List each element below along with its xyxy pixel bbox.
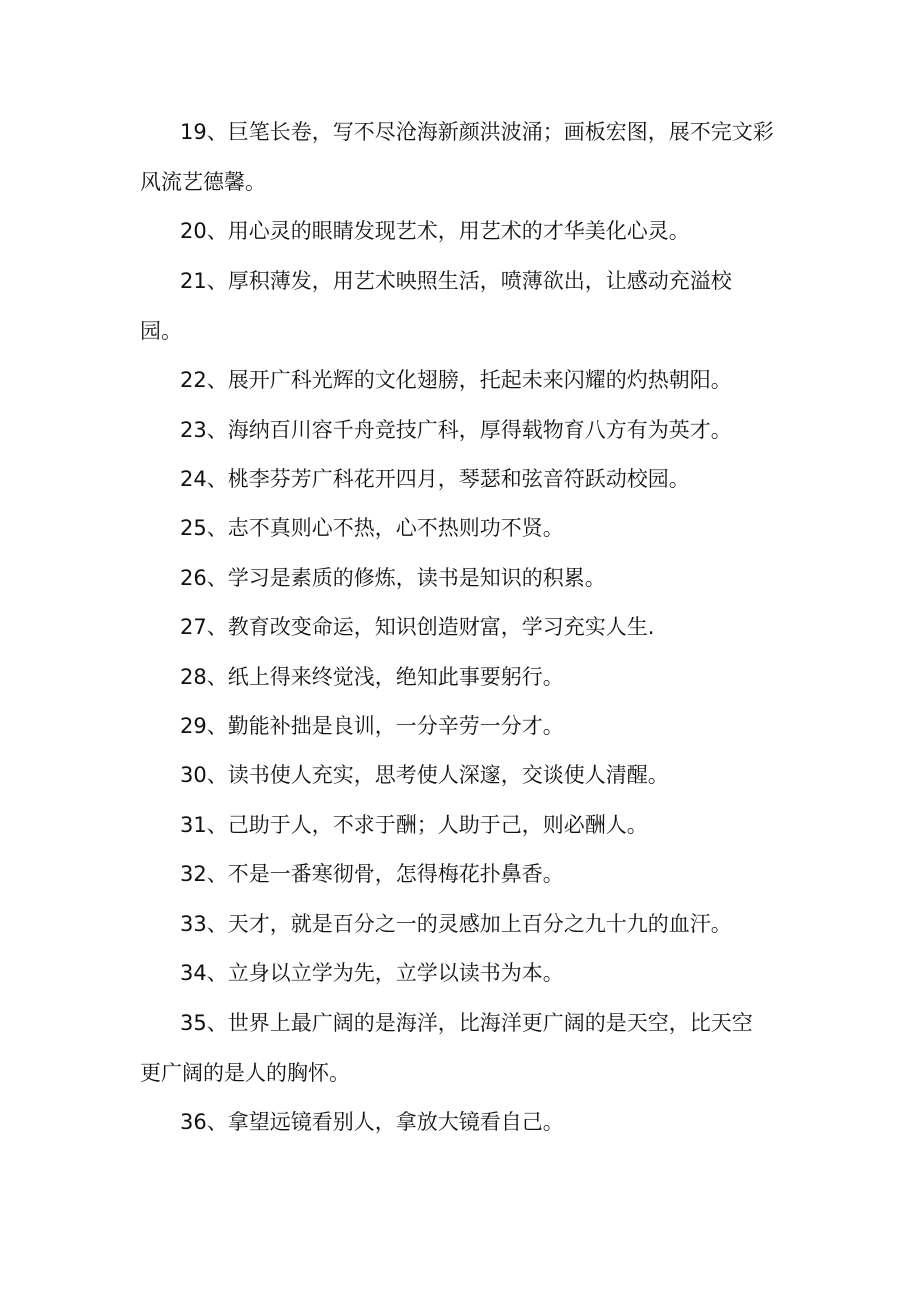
list-item xyxy=(140,948,780,998)
list-item xyxy=(140,849,780,899)
list-item xyxy=(140,1097,780,1147)
item-line: 19、巨笔长卷，写不尽沧海新颜洪波涌；画板宏图，展不完文彩 xyxy=(180,120,774,144)
item-line: 风流艺德馨。 xyxy=(140,170,266,194)
list-item xyxy=(140,256,780,356)
item-line: 27、教育改变命运，知识创造财富，学习充实人生. xyxy=(180,615,655,639)
list-item xyxy=(140,800,780,850)
item-line: 23、海纳百川容千舟竞技广科，厚得载物育八方有为英才。 xyxy=(180,418,732,442)
item-line: 26、学习是素质的修炼，读书是知识的积累。 xyxy=(180,566,606,590)
item-line: 20、用心灵的眼睛发现艺术，用艺术的才华美化心灵。 xyxy=(180,219,690,243)
item-line: 30、读书使人充实，思考使人深邃，交谈使人清醒。 xyxy=(180,763,669,787)
list-item xyxy=(140,553,780,603)
list-item xyxy=(140,602,780,652)
item-line: 24、桃李芬芳广科花开四月，琴瑟和弦音符跃动校园。 xyxy=(180,467,690,491)
item-line: 33、天才，就是百分之一的灵感加上百分之九十九的血汗。 xyxy=(180,912,732,936)
item-line: 25、志不真则心不热，心不热则功不贤。 xyxy=(180,516,564,540)
list-item xyxy=(140,899,780,949)
item-line: 32、不是一番寒彻骨，怎得梅花扑鼻香。 xyxy=(180,862,564,886)
list-item xyxy=(140,750,780,800)
item-line: 园。 xyxy=(140,319,182,343)
list-item xyxy=(140,107,780,207)
list-item xyxy=(140,652,780,702)
list-item xyxy=(140,206,780,256)
item-line: 28、纸上得来终觉浅，绝知此事要躬行。 xyxy=(180,665,564,689)
list-item xyxy=(140,701,780,751)
item-line: 34、立身以立学为先，立学以读书为本。 xyxy=(180,961,564,985)
list-item xyxy=(140,998,780,1098)
item-line: 31、己助于人，不求于酬；人助于己，则必酬人。 xyxy=(180,813,648,837)
item-line: 22、展开广科光辉的文化翅膀，托起未来闪耀的灼热朝阳。 xyxy=(180,368,732,392)
item-line: 21、厚积薄发，用艺术映照生活，喷薄欲出，让感动充溢校 xyxy=(180,269,732,293)
list-item xyxy=(140,503,780,553)
item-line: 36、拿望远镜看别人，拿放大镜看自己。 xyxy=(180,1110,564,1134)
list-item xyxy=(140,454,780,504)
item-line: 更广阔的是人的胸怀。 xyxy=(140,1061,350,1085)
item-line: 29、勤能补拙是良训，一分辛劳一分才。 xyxy=(180,714,564,738)
list-item xyxy=(140,355,780,405)
list-item xyxy=(140,405,780,455)
item-line: 35、世界上最广阔的是海洋，比海洋更广阔的是天空，比天空 xyxy=(180,1011,753,1035)
